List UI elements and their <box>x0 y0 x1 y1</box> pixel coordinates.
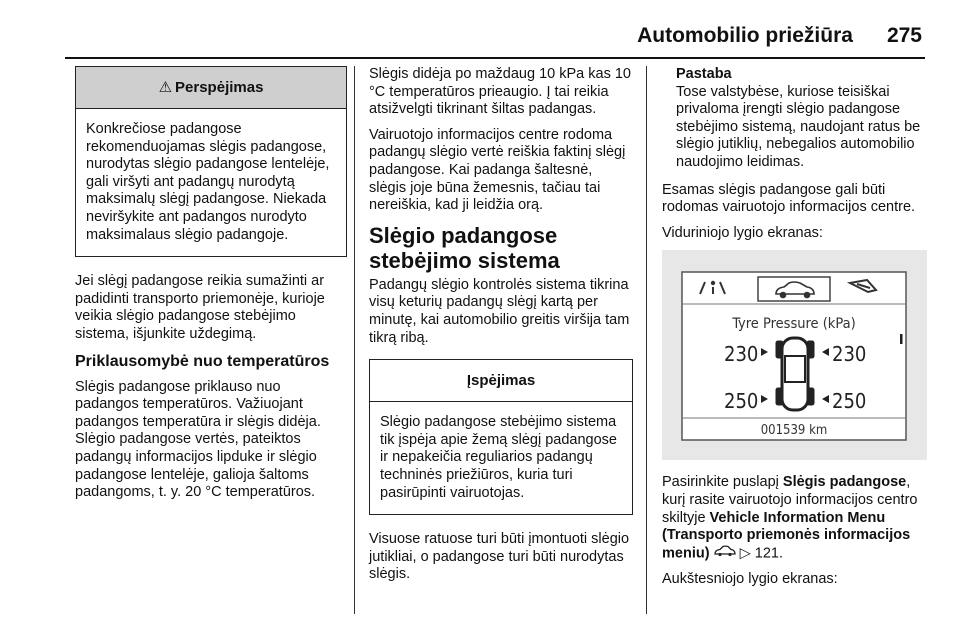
reference-arrow-icon: ▷ <box>739 545 751 562</box>
paragraph: Vairuotojo informacijos centre rodoma padangų slėgio vertė reiškia faktinį slėgį padangose. Kai padanga šaltesnė, slėgis joje būna žemesnis, tačiau tai nereiškia, kad ji leidžia orą. <box>369 126 626 214</box>
section-heading: Priklausomybė nuo temperatūros <box>75 352 330 370</box>
caution-box-text: Slėgio padangose stebėjimo sistema tik įspėja apie žemą slėgį padangose ir nepakeičia reguliarios padangų techninės priežiūros, kuria turi pasirūpinti vairuotojas. <box>380 414 617 501</box>
page-number: 275 <box>886 24 922 47</box>
page-header <box>637 24 922 52</box>
warning-box <box>75 66 347 257</box>
rear-right-pressure: 250 <box>832 389 867 414</box>
tyre-pressure-display-illustration <box>662 250 927 460</box>
odometer: 001539 km <box>760 423 828 439</box>
section-heading: Slėgio padangose stebėjimo sistema <box>369 222 560 273</box>
bold-term: Slėgis padangose <box>782 474 907 491</box>
front-left-pressure: 230 <box>724 342 759 367</box>
bold-term: Vehicle Information Menu (Transporto priemonės informacijos meniu) <box>662 509 911 562</box>
rear-left-pressure: 250 <box>724 389 759 414</box>
paragraph: Viduriniojo lygio ekranas: <box>662 224 823 241</box>
note-text: Tose valstybėse, kuriose teisiškai privaloma įrengti slėgio padangose stebėjimo sistemą, naudojant ratus be slėgio jutiklių, nebegalios automobilio naudojimo leidimas. <box>676 83 921 170</box>
car-icon <box>714 545 736 563</box>
tab-selected <box>758 277 830 301</box>
column-2 <box>369 66 633 592</box>
caution-box-body <box>370 402 632 514</box>
display-title: Tyre Pressure (kPa) <box>732 316 856 333</box>
caution-box <box>369 359 633 515</box>
paragraph: Slėgis didėja po maždaug 10 kPa kas 10 °C temperatūros prieaugio. Į tai reikia atsižvelgti tikrinant šiltas padangas. <box>369 66 631 118</box>
header-title: Automobilio priežiūra <box>637 24 853 47</box>
header-rule <box>65 57 925 59</box>
warning-triangle-icon: ⚠ <box>158 79 173 96</box>
warning-box-title: ⚠ Perspėjimas <box>76 67 346 109</box>
column-3 <box>662 66 927 597</box>
page-reference[interactable]: 121. <box>754 545 784 562</box>
display-graphic <box>662 250 927 460</box>
warning-box-body <box>76 109 346 256</box>
note-title: Pastaba <box>676 66 732 82</box>
paragraph: Jei slėgį padangose reikia sumažinti ar padidinti transporto priemonėje, kurioje veikia slėgio padangose stebėjimo sistema, išjunkite uždegimą. <box>75 273 325 342</box>
column-divider <box>646 66 647 614</box>
scroll-indicator <box>900 334 903 344</box>
paragraph: Padangų slėgio kontrolės sistema tikrina visų keturių padangų slėgį kartą per minutę, kai automobilio greitis viršija tam tikrą ribą. <box>369 276 630 346</box>
note-block <box>662 66 927 172</box>
column-divider <box>354 66 355 614</box>
paragraph: Esamas slėgis padangose gali būti rodomas vairuotojo informacijos centre. <box>662 181 916 216</box>
paragraph: Visuose ratuose turi būti įmontuoti slėgio jutikliai, o padangose turi būti nurodytas slėgis. <box>369 531 630 583</box>
caution-box-title: Įspėjimas <box>370 360 632 402</box>
warning-box-text: Konkrečiose padangose rekomenduojamas slėgis padangose, nurodytas slėgio padangose lentelėje, gali viršyti ant padangų nurodytą maksimalų slėgį padangose. Niekada neviršykite ant padangos nurodyto maksimalaus slėgio padangoje. <box>86 121 330 243</box>
front-right-pressure: 230 <box>832 342 867 367</box>
paragraph-select-page: Pasirinkite puslapį Slėgis padangose, kurį rasite vairuotojo informacijos centro skiltyje Vehicle Information Menu (Transporto priemonės informacijos meniu) ▷ 121. <box>662 474 918 562</box>
paragraph: Slėgis padangose priklauso nuo padangos temperatūros. Važiuojant padangos temperatūra ir slėgis didėja. Slėgio padangose vertės, pateiktos padangų informacijos lipduke ir slėgio padangose lentelėje, galioja šaltoms padangoms, t. y. 20 °C temperatūros. <box>75 378 321 501</box>
paragraph: Aukštesniojo lygio ekranas: <box>662 570 838 587</box>
column-1 <box>75 66 347 510</box>
